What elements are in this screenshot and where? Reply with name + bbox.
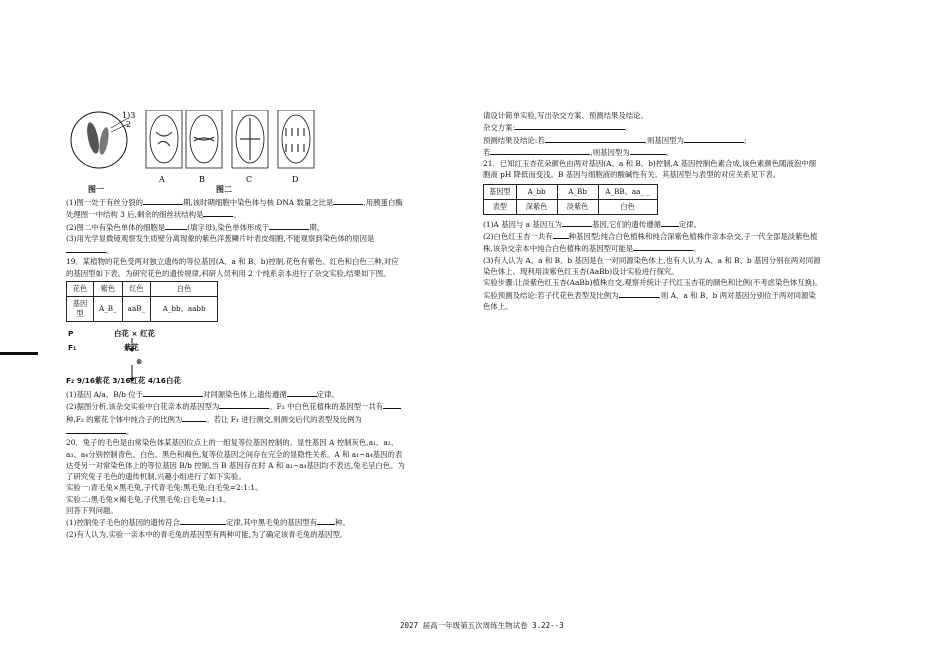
table-cell: 表型: [484, 199, 517, 214]
cell-label-b: B: [199, 175, 205, 184]
table-cell: A_B_: [94, 297, 123, 322]
right-column: [483, 110, 823, 312]
q19-part2: (2)据图分析,该杂交实验中白花亲本的基因型为 。F₂ 中白色花植株的基因型一共有种,F₂ 的紫花个体中纯合子的比例为 。若让 F₁ 进行测交,则测交后代的表型及比例为。: [66, 400, 406, 437]
q21-part3-steps: 实验步骤:让淡紫色红玉杏(AaBb)植株自交,观察并统计子代红玉杏花的颜色和比例(不考虑染色体互换)。实验预测及结论:若子代花色表型及比例为 ,则 A、a 和 B、b 两对基因分别位于两对同源染色体上。: [483, 278, 823, 311]
q20-prediction-2: 若 ,则基因型为 。: [483, 147, 674, 157]
table-cell: A_bb、aabb: [151, 297, 218, 322]
cross-f2-text: F₂ 9/16紫花 3/16红花 4/16白花: [66, 376, 181, 386]
num-label-1: 1)3: [122, 111, 136, 120]
table-cell: 淡紫色: [557, 199, 598, 214]
self-cross-symbol: ⊗: [136, 357, 143, 367]
table-cell: 深紫色: [516, 199, 557, 214]
table-cell: 白色: [151, 282, 218, 297]
q18-part2: (2)图二中有染色单体的细胞是 (填字母),染色单体形成于 期。: [66, 222, 324, 232]
cross-f1-label: F₁: [68, 343, 77, 353]
q21-part2: (2)白色红玉杏一共有 种基因型;纯合白色植株和纯合深紫色植株作亲本杂交,子一代全部是淡紫色植株,该杂交亲本中纯合白色植株的基因型可能是 。: [483, 232, 818, 254]
table-cell: aaB_: [122, 297, 150, 322]
q18-part3: (3)用光学显微镜观察发生质壁分离现象的紫色洋葱鳞片叶表皮细胞,不能观察到染色体的原因是。: [66, 233, 375, 256]
q19-part1: (1)基因 A/a、B/b 位于 对同源染色体上,遗传遵循 定律。: [66, 390, 339, 400]
table-cell: 紫色: [94, 282, 123, 297]
q20-exp1: 实验一:青毛兔×黑毛兔,子代青毛兔:黑毛兔:白毛兔=2:1:1。: [66, 483, 263, 493]
table-cell: 红色: [122, 282, 150, 297]
cross-p-text: 白花 × 红花: [114, 329, 155, 339]
cross-f1-text: 紫花: [124, 343, 139, 353]
q18-part1: (1)图一处于有丝分裂的 期,该时期细胞中染色体与核 DNA 数量之比是 ,用胰蛋白酶处理图一中结构 3 后,剩余的细丝状结构是 。: [66, 198, 403, 220]
cell-label-a: A: [159, 175, 165, 184]
margin-rule: [0, 352, 38, 355]
left-column: [66, 110, 406, 540]
cell-diagram: [66, 110, 406, 196]
q21-part3: (3)有人认为 A、a 和 B、b 基因是在一对同源染色体上,也有人认为 A、a 和 B、b 基因分别在两对同源染色体上。现利用淡紫色红玉杏(AaBb)设计实验进行探究。: [483, 255, 821, 276]
q20-intro: 20．兔子的毛色是由常染色体某基因位点上的一组复等位基因控制的。显性基因 A 控制灰色,a₁、a₂、a₃、a₄分别控制青色、白色、黑色和褐色,复等位基因之间存在完全的显隐性关系。A 和 a₁~a₄基因的表达受另一对常染色体上的等位基因 B/b 控制,当 B 基因存在时 A 和 a₁~a₄基因均不表达,兔毛呈白色。为了研究兔子毛色的遗传机制,兴趣小组进行了如下实验。: [66, 438, 405, 482]
num-label-2: 2: [126, 120, 132, 129]
q21-intro: 21．已知红玉杏花朵颜色由两对基因(A、a 和 B、b)控制,A 基因控制色素合成,该色素颜色随液泡中细胞液 pH 降低而变浅。B 基因与细胞液的酸碱性有关。其基因型与表型的对应关系见下表。: [483, 159, 817, 180]
table-cell: A_Bb: [557, 184, 598, 199]
table-cell: 花色: [67, 282, 94, 297]
q20-prompt: 回答下列问题。: [66, 506, 118, 516]
cross-p-label: P: [68, 329, 74, 339]
cell-label-d: D: [292, 175, 299, 184]
q20-design-prompt: 请设计简单实验,写出杂交方案、预测结果及结论。: [483, 111, 648, 120]
q20-part1: (1)控制兔子毛色的基因的遗传符合 定律,其中黑毛兔的基因型有 种。: [66, 518, 350, 528]
cell-figures: [66, 110, 406, 196]
q20-exp2: 实验二:黑毛兔×褐毛兔,子代黑毛兔:白毛兔=1:1。: [66, 494, 231, 504]
table-cell: 基因型: [67, 297, 94, 322]
cross-diagram: [66, 326, 406, 388]
apricot-color-table: [483, 184, 658, 215]
table-cell: 白色: [598, 199, 657, 214]
table-cell: A_BB、aa_ _: [598, 184, 657, 199]
fig2-caption: 图二: [216, 184, 232, 194]
q19-intro: 19．某植物的花色受两对独立遗传的等位基因(A、a 和 B、b)控制,花色有紫色、红色和白色三种,对应的基因型如下表。为研究花色的遗传规律,科研人员利用 2 个纯系亲本进行了杂交实验,结果如下图。: [66, 257, 399, 278]
q20-prediction-1: 预测结果及结论:若 ,则基因型为 ;: [483, 135, 747, 145]
fig1-caption: 图一: [88, 184, 104, 194]
page-footer: 2027 届高一年级第五次周练生物试卷 3.22--3: [400, 621, 564, 630]
table-cell: 基因型: [484, 184, 517, 199]
q21-part1: (1)A 基因与 a 基因互为 基因,它们的遗传遵循 定律。: [483, 219, 702, 229]
table-cell: A_bb: [516, 184, 557, 199]
flower-color-table: [66, 281, 218, 322]
q20-part2: (2)有人认为,实验一亲本中的青毛兔的基因型有两种可能,为了确定该青毛兔的基因型,: [66, 529, 343, 539]
cell-label-c: C: [246, 175, 253, 184]
q20-scheme: 杂交方案: 。: [483, 123, 633, 133]
